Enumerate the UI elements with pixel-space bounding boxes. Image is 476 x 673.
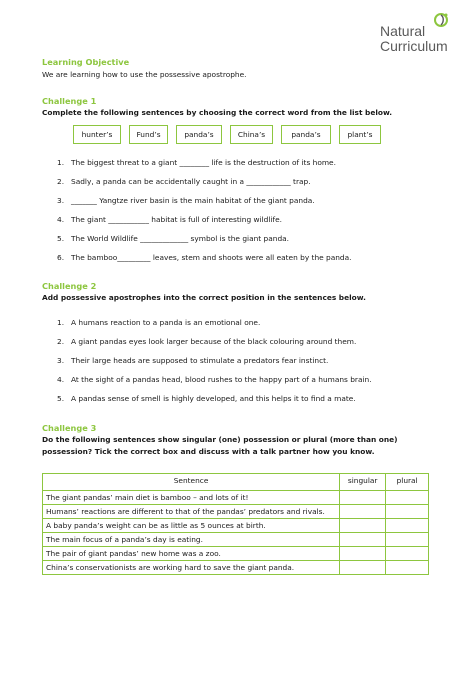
challenge3-instruction-line1: Do the following sentences show singular (one) possession or plural (more than one) bbox=[42, 435, 398, 444]
list-item bbox=[57, 375, 437, 394]
singular-tick-box[interactable] bbox=[340, 533, 386, 547]
plural-tick-box[interactable] bbox=[386, 547, 429, 561]
sentence-cell: Humans’ reactions are different to that of the pandas’ predators and rivals. bbox=[43, 505, 340, 519]
list-item bbox=[57, 394, 437, 413]
list-item bbox=[57, 253, 437, 272]
list-item bbox=[57, 356, 437, 375]
sentence-cell: The main focus of a panda’s day is eating. bbox=[43, 533, 340, 547]
possession-tick-table bbox=[42, 473, 429, 575]
sentence-text: The giant ___________ habitat is full of interesting wildlife. bbox=[71, 215, 282, 224]
item-number: 6. bbox=[57, 253, 65, 262]
sentence-text: A pandas sense of smell is highly developed, and this helps it to find a mate. bbox=[71, 394, 356, 403]
table-row bbox=[43, 519, 429, 533]
item-number: 3. bbox=[57, 196, 65, 205]
table-row bbox=[43, 505, 429, 519]
sentence-cell: The pair of giant pandas’ new home was a zoo. bbox=[43, 547, 340, 561]
word-bank-item: Fund’s bbox=[129, 125, 168, 144]
list-item bbox=[57, 177, 437, 196]
singular-tick-box[interactable] bbox=[340, 547, 386, 561]
singular-tick-box[interactable] bbox=[340, 491, 386, 505]
plural-tick-box[interactable] bbox=[386, 505, 429, 519]
sentence-text: At the sight of a pandas head, blood rushes to the happy part of a humans brain. bbox=[71, 375, 372, 384]
list-item bbox=[57, 196, 437, 215]
natural-curriculum-logo bbox=[380, 12, 464, 56]
plural-tick-box[interactable] bbox=[386, 491, 429, 505]
challenge1-instruction: Complete the following sentences by choosing the correct word from the list below. bbox=[42, 108, 393, 117]
table-row bbox=[43, 547, 429, 561]
word-bank bbox=[73, 125, 393, 144]
plural-tick-box[interactable] bbox=[386, 533, 429, 547]
item-number: 4. bbox=[57, 215, 65, 224]
word-bank-item: plant’s bbox=[339, 125, 381, 144]
column-header-sentence: Sentence bbox=[43, 474, 340, 491]
word-bank-item: hunter’s bbox=[73, 125, 121, 144]
singular-tick-box[interactable] bbox=[340, 505, 386, 519]
challenge1-heading: Challenge 1 bbox=[42, 96, 97, 106]
item-number: 4. bbox=[57, 375, 65, 384]
singular-tick-box[interactable] bbox=[340, 561, 386, 575]
column-header-plural: plural bbox=[386, 474, 429, 491]
singular-tick-box[interactable] bbox=[340, 519, 386, 533]
challenge1-sentence-list bbox=[57, 158, 437, 272]
list-item bbox=[57, 215, 437, 234]
item-number: 5. bbox=[57, 234, 65, 243]
sentence-cell: A baby panda’s weight can be as little as 5 ounces at birth. bbox=[43, 519, 340, 533]
logo-word-natural: Natural bbox=[380, 23, 426, 39]
word-bank-item: China’s bbox=[230, 125, 273, 144]
sentence-text: The World Wildlife _____________ symbol is the giant panda. bbox=[71, 234, 290, 243]
table-row bbox=[43, 561, 429, 575]
word-bank-item: panda’s bbox=[176, 125, 222, 144]
item-number: 2. bbox=[57, 177, 65, 186]
sentence-text: A humans reaction to a panda is an emotional one. bbox=[71, 318, 261, 327]
challenge3-instruction-line2: possession? Tick the correct box and discuss with a talk partner how you know. bbox=[42, 447, 375, 456]
challenge2-heading: Challenge 2 bbox=[42, 281, 97, 291]
challenge2-instruction: Add possessive apostrophes into the correct position in the sentences below. bbox=[42, 293, 366, 302]
sentence-text: _______ Yangtze river basin is the main habitat of the giant panda. bbox=[71, 196, 315, 205]
objective-text: We are learning how to use the possessive apostrophe. bbox=[42, 70, 247, 79]
sentence-text: The bamboo_________ leaves, stem and shoots were all eaten by the panda. bbox=[71, 253, 352, 262]
column-header-singular: singular bbox=[340, 474, 386, 491]
challenge2-sentence-list bbox=[57, 318, 437, 413]
sentence-text: A giant pandas eyes look larger because of the black colouring around them. bbox=[71, 337, 357, 346]
list-item bbox=[57, 158, 437, 177]
item-number: 1. bbox=[57, 158, 65, 167]
logo-word-curriculum: Curriculum bbox=[380, 38, 448, 54]
list-item bbox=[57, 234, 437, 253]
word-bank-item: panda’s bbox=[281, 125, 331, 144]
table-row bbox=[43, 533, 429, 547]
challenge3-heading: Challenge 3 bbox=[42, 423, 97, 433]
plural-tick-box[interactable] bbox=[386, 519, 429, 533]
sentence-cell: China’s conservationists are working hard to save the giant panda. bbox=[43, 561, 340, 575]
item-number: 1. bbox=[57, 318, 65, 327]
plural-tick-box[interactable] bbox=[386, 561, 429, 575]
table-header-row bbox=[43, 474, 429, 491]
leaf-logo-icon bbox=[432, 12, 450, 28]
item-number: 3. bbox=[57, 356, 65, 365]
item-number: 2. bbox=[57, 337, 65, 346]
sentence-cell: The giant pandas’ main diet is bamboo – and lots of it! bbox=[43, 491, 340, 505]
sentence-text: Their large heads are supposed to stimulate a predators fear instinct. bbox=[71, 356, 329, 365]
list-item bbox=[57, 337, 437, 356]
sentence-text: The biggest threat to a giant ________ life is the destruction of its home. bbox=[71, 158, 336, 167]
table-row bbox=[43, 491, 429, 505]
objective-heading: Learning Objective bbox=[42, 57, 130, 67]
list-item bbox=[57, 318, 437, 337]
sentence-text: Sadly, a panda can be accidentally caught in a ____________ trap. bbox=[71, 177, 311, 186]
item-number: 5. bbox=[57, 394, 65, 403]
